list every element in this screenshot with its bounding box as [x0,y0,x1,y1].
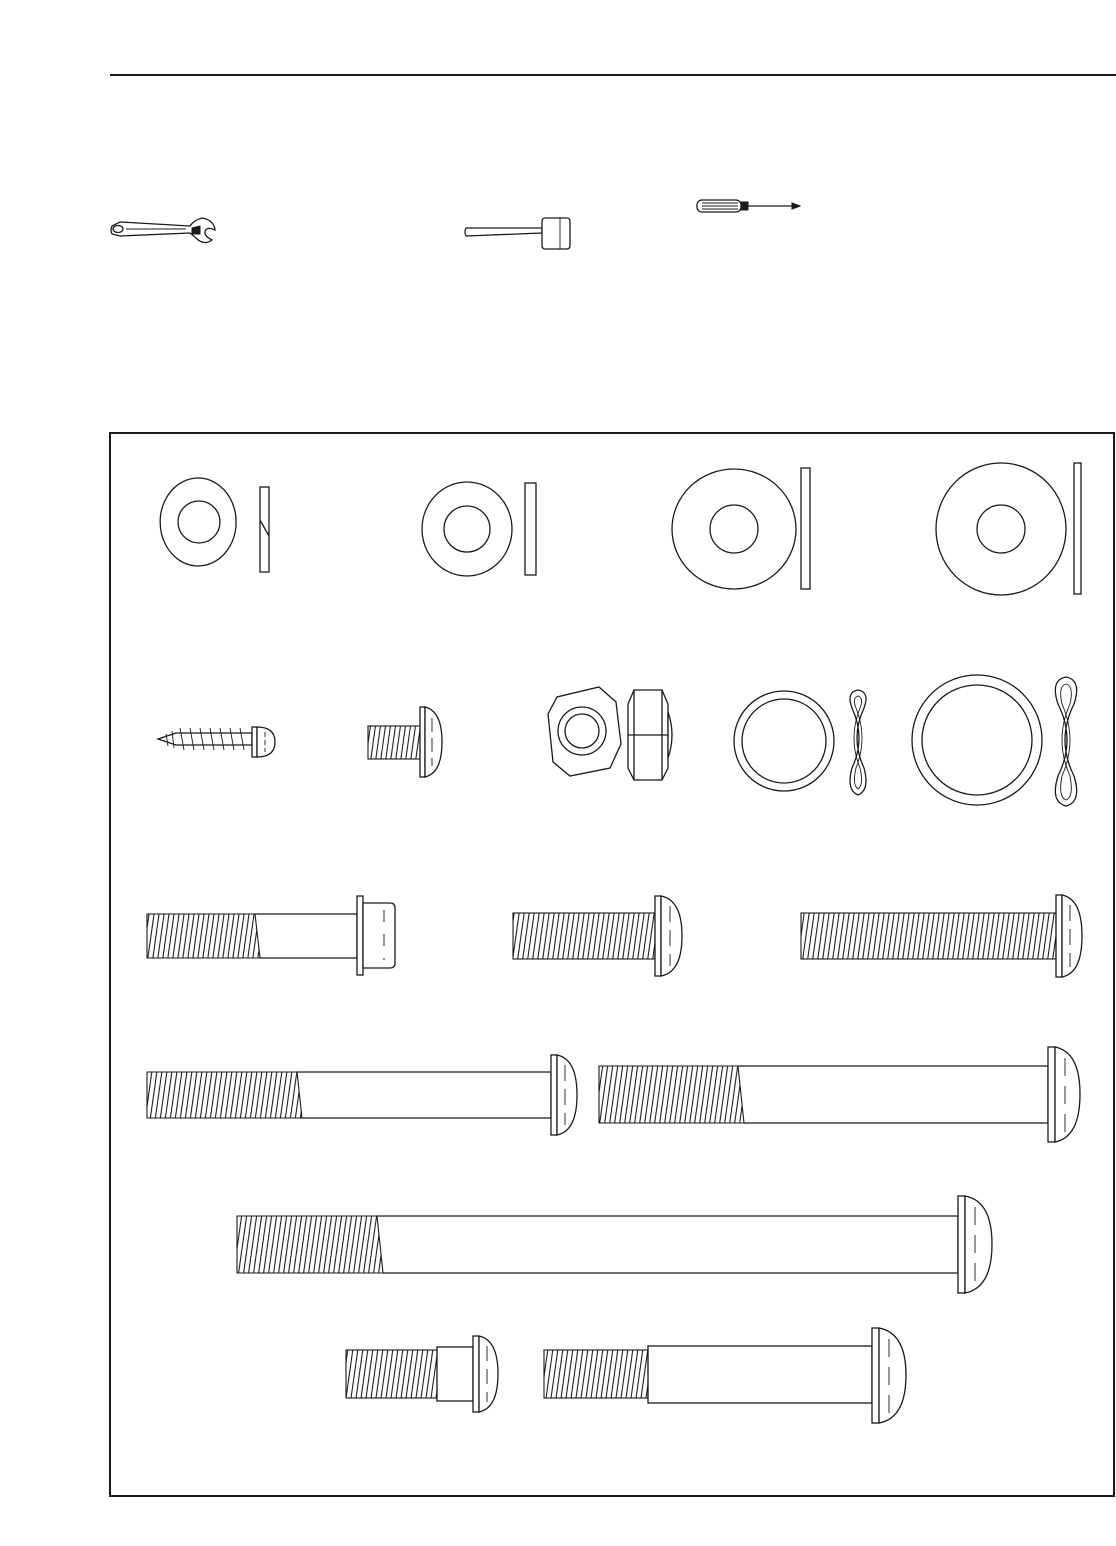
button-head-screw-icon [368,707,442,777]
parts-box [110,433,1114,1496]
short-button-head-bolt-icon [513,896,682,976]
large-wave-washer-icon [912,675,1077,806]
medium-short-shoulder-bolt-icon [544,1328,906,1423]
extra-large-flat-washer-icon [936,463,1081,595]
large-flat-washer-icon [672,468,810,589]
small-wave-washer-icon [734,690,866,795]
medium-shoulder-bolt-icon [147,1055,577,1135]
adjustable-wrench-icon [111,218,215,243]
extra-long-shoulder-bolt-icon [237,1196,992,1293]
pan-head-sheet-metal-screw-icon [158,727,275,757]
nylon-locknut-icon [628,690,672,780]
large-shoulder-bolt-icon [599,1047,1080,1142]
rubber-mallet-icon [465,218,570,249]
hex-nut-icon [548,687,621,776]
flange-head-shoulder-bolt-icon [147,896,395,975]
screwdriver-icon [697,200,800,212]
long-button-head-bolt-icon [801,895,1082,977]
small-flat-washer-icon [422,482,536,576]
split-lock-washer-icon [160,478,269,572]
short-shoulder-bolt-icon [346,1336,498,1412]
